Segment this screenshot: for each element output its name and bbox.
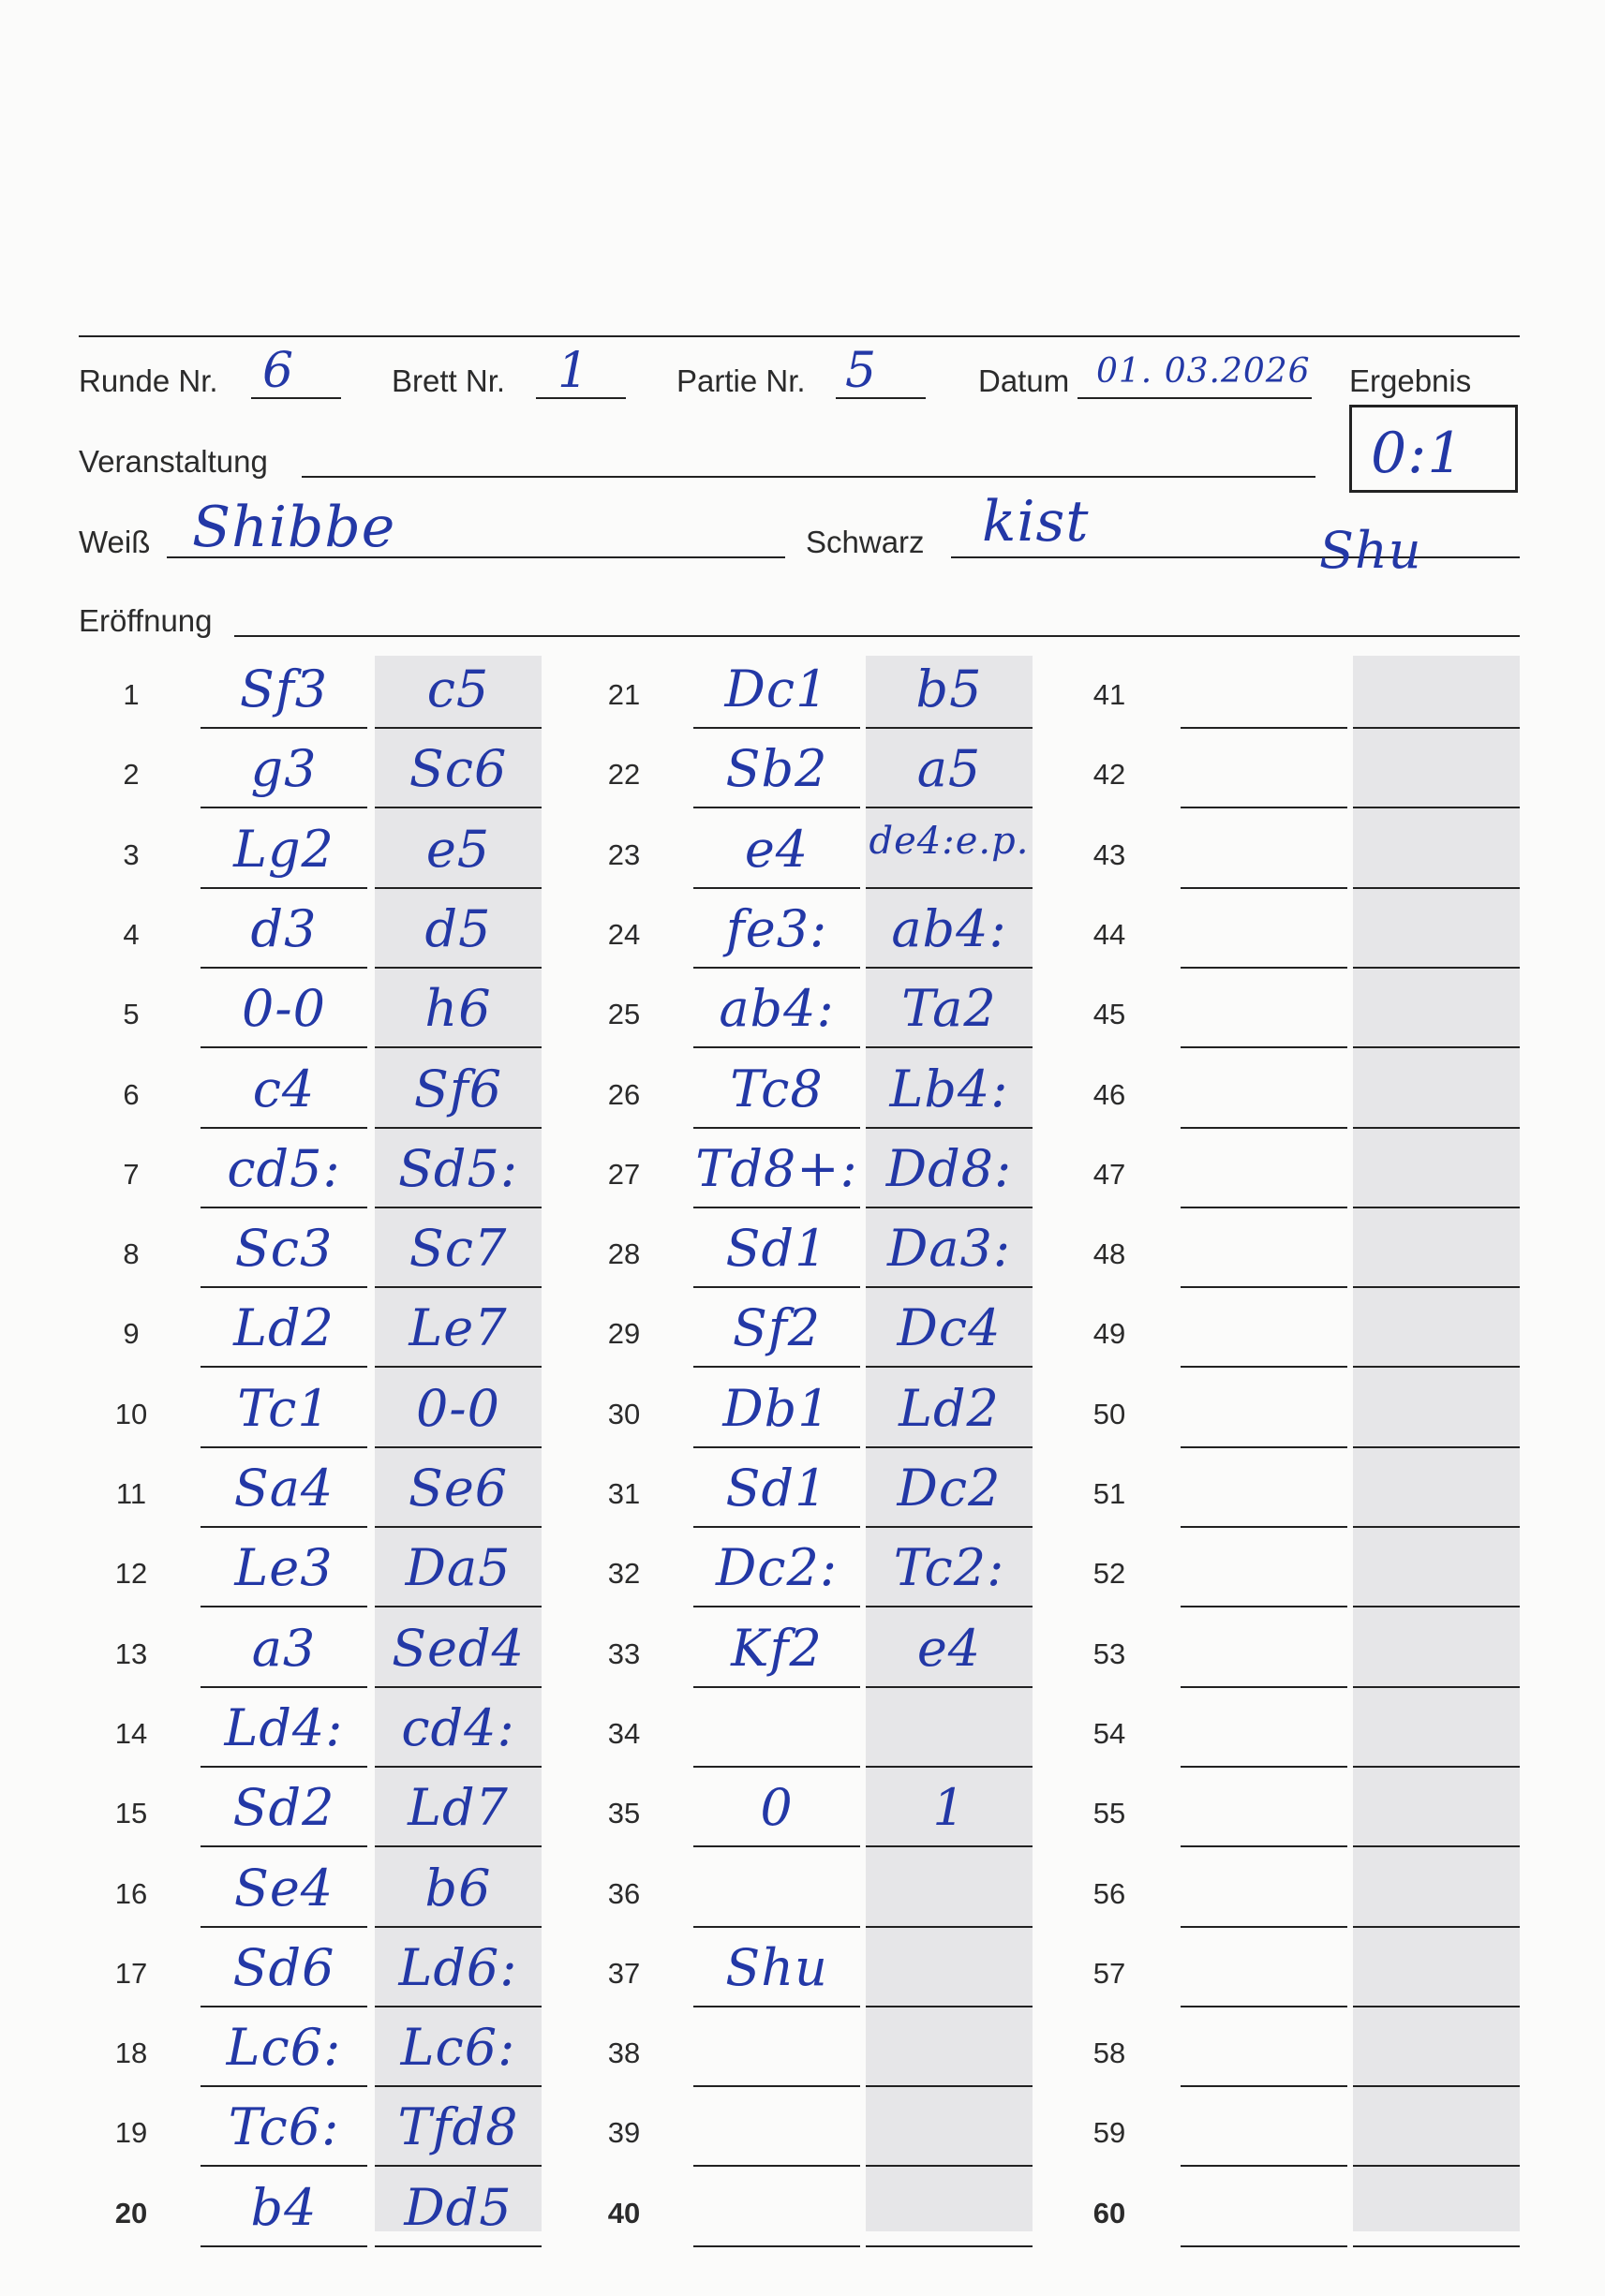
white-move-line <box>693 1926 860 1928</box>
white-move-line <box>1181 1766 1347 1768</box>
black-move-line <box>1353 887 1520 889</box>
move-number: 34 <box>607 1716 641 1750</box>
black-move: Dd5 <box>404 2177 513 2237</box>
move-number: 46 <box>1092 1077 1126 1111</box>
black-move-line <box>866 1526 1033 1528</box>
move-number: 57 <box>1092 1956 1126 1990</box>
black-move-line <box>375 1606 542 1607</box>
white-move: Td8+: <box>695 1138 858 1198</box>
move-number: 15 <box>114 1797 148 1830</box>
black-move-line <box>375 887 542 889</box>
black-move: b6 <box>424 1858 492 1918</box>
white-move: Tc8 <box>730 1059 824 1118</box>
black-move-line <box>1353 2006 1520 2007</box>
black-move-line <box>866 1766 1033 1768</box>
white-move-line <box>201 1286 367 1288</box>
black-move: Tc2: <box>893 1538 1005 1598</box>
white-move-line <box>1181 1286 1347 1288</box>
white-move: 0-0 <box>242 979 326 1039</box>
white-move-line <box>1181 1606 1347 1607</box>
white-move-line <box>1181 1446 1347 1448</box>
white-move-line <box>693 2085 860 2087</box>
move-number: 50 <box>1092 1397 1126 1430</box>
move-number: 47 <box>1092 1157 1126 1191</box>
white-move-line <box>693 1606 860 1607</box>
black-move-line <box>1353 1606 1520 1607</box>
black-value: kist <box>982 489 1090 555</box>
black-move-line <box>1353 1286 1520 1288</box>
white-move: Sb2 <box>725 739 828 799</box>
move-number: 52 <box>1092 1557 1126 1591</box>
white-move-line <box>1181 1207 1347 1208</box>
black-move-line <box>866 1606 1033 1607</box>
white-move: Sd2 <box>232 1778 335 1838</box>
board-label: Brett Nr. <box>392 363 506 398</box>
white-move: Db1 <box>722 1378 831 1438</box>
black-move-line <box>375 1446 542 1448</box>
move-number: 8 <box>123 1237 140 1271</box>
white-move-line <box>201 1127 367 1129</box>
white-move: Tc6: <box>228 2097 340 2157</box>
black-move: Sc7 <box>409 1219 508 1279</box>
white-move: Sa4 <box>233 1459 334 1518</box>
white-move: fe3: <box>725 898 828 958</box>
white-move-line <box>693 1046 860 1048</box>
black-move: Tfd8 <box>397 2097 519 2157</box>
white-move: Ld4: <box>224 1697 344 1757</box>
result-label: Ergebnis <box>1349 363 1472 398</box>
black-move: cd4: <box>401 1697 515 1757</box>
black-move-line <box>375 1286 542 1288</box>
white-move: ab4: <box>719 979 835 1039</box>
black-move: Ta2 <box>901 979 997 1039</box>
move-number: 54 <box>1092 1716 1126 1750</box>
black-move-line <box>1353 1207 1520 1208</box>
black-move: e4 <box>916 1618 982 1678</box>
move-number: 3 <box>123 837 140 871</box>
black-move: h6 <box>424 979 492 1039</box>
round-label: Runde Nr. <box>79 363 218 398</box>
white-move-line <box>201 1207 367 1208</box>
black-move: Da3: <box>886 1219 1012 1279</box>
move-number: 48 <box>1092 1237 1126 1271</box>
black-move: Sf6 <box>413 1059 503 1118</box>
event-label: Veranstaltung <box>79 444 268 479</box>
move-number: 19 <box>114 2116 148 2150</box>
move-number: 12 <box>114 1557 148 1591</box>
move-number: 32 <box>607 1557 641 1591</box>
move-number: 35 <box>607 1797 641 1830</box>
date-label: Datum <box>978 363 1070 398</box>
white-move-line <box>201 1926 367 1928</box>
black-move-line <box>1353 2165 1520 2167</box>
move-number: 39 <box>607 2116 641 2150</box>
white-move-line <box>1181 1046 1347 1048</box>
black-move: Sc6 <box>409 739 508 799</box>
black-move-line <box>375 2006 542 2007</box>
white-move-line <box>1181 1127 1347 1129</box>
white-move-line <box>693 1286 860 1288</box>
white-move-line <box>1181 887 1347 889</box>
black-column-shade-3 <box>1353 656 1520 2231</box>
black-move-line <box>866 1446 1033 1448</box>
white-move-line <box>201 887 367 889</box>
white-move: Sd1 <box>725 1219 828 1279</box>
white-move-line <box>693 1127 860 1129</box>
black-move-line <box>866 1845 1033 1847</box>
black-move-line <box>1353 1127 1520 1129</box>
white-move-line <box>201 1766 367 1768</box>
white-move: a3 <box>251 1618 317 1678</box>
move-number: 13 <box>114 1637 148 1670</box>
date-line <box>1077 397 1312 399</box>
move-number: 25 <box>607 998 641 1031</box>
white-move-line <box>693 887 860 889</box>
black-move: de4:e.p. <box>869 819 1030 863</box>
white-move-line <box>201 2245 367 2247</box>
white-move: c4 <box>252 1059 316 1118</box>
white-value: Shibbe <box>192 495 396 560</box>
black-move-line <box>866 2245 1033 2247</box>
white-move: Dc1 <box>724 659 829 718</box>
white-move-line <box>693 2245 860 2247</box>
white-move: Kf2 <box>731 1618 823 1678</box>
white-move-line <box>693 1366 860 1368</box>
black-label: Schwarz <box>806 525 925 559</box>
black-move-line <box>1353 1766 1520 1768</box>
black-move-line <box>375 1127 542 1129</box>
black-move-line <box>375 2245 542 2247</box>
black-move: 1 <box>932 1778 966 1838</box>
white-move-line <box>201 1046 367 1048</box>
black-move-line <box>866 2006 1033 2007</box>
white-move-line <box>1181 967 1347 969</box>
move-number: 56 <box>1092 1876 1126 1910</box>
white-move-line <box>693 1766 860 1768</box>
black-move-line <box>375 967 542 969</box>
black-move-line <box>866 1686 1033 1688</box>
white-move: 0 <box>760 1778 794 1838</box>
move-number: 37 <box>607 1956 641 1990</box>
black-move-line <box>866 887 1033 889</box>
white-move-line <box>693 2165 860 2167</box>
white-move-line <box>201 2006 367 2007</box>
white-move-line <box>201 727 367 729</box>
black-move-line <box>375 1526 542 1528</box>
white-move: Le3 <box>234 1538 334 1598</box>
move-number: 53 <box>1092 1637 1126 1670</box>
move-number: 16 <box>114 1876 148 1910</box>
game-value: 5 <box>845 343 878 399</box>
white-move-line <box>1181 2085 1347 2087</box>
move-number: 49 <box>1092 1317 1126 1351</box>
black-move-line <box>375 1366 542 1368</box>
move-number: 38 <box>607 2037 641 2070</box>
black-move-line <box>1353 1046 1520 1048</box>
black-move: Dc2 <box>897 1459 1002 1518</box>
black-move-line <box>375 1766 542 1768</box>
move-number: 41 <box>1092 678 1126 711</box>
black-move: 0-0 <box>416 1378 500 1438</box>
move-number: 22 <box>607 758 641 792</box>
black-move-line <box>866 1046 1033 1048</box>
black-move: e5 <box>425 819 491 879</box>
white-move-line <box>1181 2245 1347 2247</box>
move-number: 4 <box>123 917 140 951</box>
black-move: d5 <box>424 898 492 958</box>
move-number: 29 <box>607 1317 641 1351</box>
black-move: ab4: <box>891 898 1007 958</box>
move-number: 1 <box>123 678 140 711</box>
opening-label: Eröffnung <box>79 603 213 638</box>
black-column-shade-2 <box>866 656 1033 2231</box>
white-move-line <box>693 1686 860 1688</box>
black-move-line <box>866 1926 1033 1928</box>
black-move-line <box>375 2085 542 2087</box>
black-move-line <box>866 2085 1033 2087</box>
move-number: 10 <box>114 1397 148 1430</box>
white-move: g3 <box>250 739 318 799</box>
white-move: Dc2: <box>715 1538 839 1598</box>
white-move-line <box>693 2006 860 2007</box>
white-move: Lc6: <box>226 2018 342 2078</box>
move-number: 20 <box>114 2196 148 2229</box>
white-move-line <box>1181 1366 1347 1368</box>
white-move-line <box>1181 727 1347 729</box>
white-move-line <box>1181 1526 1347 1528</box>
black-move-line <box>1353 2085 1520 2087</box>
black-move-line <box>866 727 1033 729</box>
black-move: Ld2 <box>899 1378 1000 1438</box>
white-move: Ld2 <box>233 1298 334 1358</box>
white-move-line <box>1181 1845 1347 1847</box>
move-number: 24 <box>607 917 641 951</box>
game-label: Partie Nr. <box>676 363 806 398</box>
date-value: 01. 03.2026 <box>1096 352 1311 391</box>
white-move: Sd6 <box>232 1937 335 1997</box>
black-move-line <box>1353 1446 1520 1448</box>
move-number: 27 <box>607 1157 641 1191</box>
black-move-line <box>1353 1366 1520 1368</box>
white-move-line <box>201 1526 367 1528</box>
white-move: Sc3 <box>234 1219 334 1279</box>
black-move-line <box>375 727 542 729</box>
black-move: Le7 <box>409 1298 508 1358</box>
signature: Shu <box>1319 521 1422 580</box>
white-move-line <box>1181 807 1347 808</box>
white-move-line <box>201 1446 367 1448</box>
white-move-line <box>201 1606 367 1607</box>
black-move-line <box>375 1845 542 1847</box>
black-move-line <box>866 967 1033 969</box>
black-move-line <box>375 807 542 808</box>
black-move: Se6 <box>408 1459 509 1518</box>
white-move-line <box>1181 1926 1347 1928</box>
move-number: 45 <box>1092 998 1126 1031</box>
event-line <box>302 476 1315 478</box>
white-move-line <box>201 1366 367 1368</box>
white-move-line <box>1181 2006 1347 2007</box>
black-move: b5 <box>915 659 983 718</box>
move-number: 18 <box>114 2037 148 2070</box>
black-move: Dc4 <box>897 1298 1002 1358</box>
white-move-line <box>693 1446 860 1448</box>
black-move: Ld7 <box>408 1778 509 1838</box>
white-move: e4 <box>744 819 810 879</box>
black-move: Sed4 <box>392 1618 525 1678</box>
black-move-line <box>1353 1845 1520 1847</box>
white-move: d3 <box>250 898 318 958</box>
white-move-line <box>201 2085 367 2087</box>
black-move-line <box>1353 727 1520 729</box>
black-move: a5 <box>916 739 982 799</box>
move-number: 36 <box>607 1876 641 1910</box>
white-move-line <box>693 1207 860 1208</box>
black-move-line <box>375 1926 542 1928</box>
top-rule <box>79 335 1520 337</box>
opening-line <box>234 635 1520 637</box>
black-move-line <box>375 1686 542 1688</box>
white-move: b4 <box>250 2177 318 2237</box>
move-number: 40 <box>607 2196 641 2229</box>
move-number: 58 <box>1092 2037 1126 2070</box>
move-number: 7 <box>123 1157 140 1191</box>
white-move-line <box>693 1845 860 1847</box>
black-move-line <box>866 807 1033 808</box>
move-number: 42 <box>1092 758 1126 792</box>
white-move-line <box>201 1686 367 1688</box>
black-move-line <box>866 2165 1033 2167</box>
move-number: 2 <box>123 758 140 792</box>
white-move: Se4 <box>233 1858 334 1918</box>
move-number: 9 <box>123 1317 140 1351</box>
move-number: 59 <box>1092 2116 1126 2150</box>
white-move-line <box>201 2165 367 2167</box>
white-move-line <box>1181 2165 1347 2167</box>
result-value: 0:1 <box>1371 421 1464 486</box>
black-move-line <box>375 1046 542 1048</box>
white-move: Lg2 <box>233 819 334 879</box>
white-move-line <box>1181 1686 1347 1688</box>
black-move-line <box>866 1207 1033 1208</box>
move-number: 14 <box>114 1716 148 1750</box>
black-move: Dd8: <box>885 1138 1013 1198</box>
white-move: Shu <box>725 1937 828 1997</box>
black-move: Da5 <box>405 1538 512 1598</box>
black-move: Lc6: <box>400 2018 516 2078</box>
black-move-line <box>1353 1526 1520 1528</box>
black-move-line <box>375 1207 542 1208</box>
white-move-line <box>693 807 860 808</box>
black-move-line <box>375 2165 542 2167</box>
white-move-line <box>693 727 860 729</box>
black-move: c5 <box>426 659 490 718</box>
white-move-line <box>201 807 367 808</box>
move-number: 33 <box>607 1637 641 1670</box>
white-move: Sf2 <box>732 1298 822 1358</box>
white-move: Tc1 <box>237 1378 331 1438</box>
move-number: 26 <box>607 1077 641 1111</box>
black-move-line <box>1353 2245 1520 2247</box>
move-number: 28 <box>607 1237 641 1271</box>
black-move: Lb4: <box>889 1059 1009 1118</box>
move-number: 51 <box>1092 1477 1126 1510</box>
black-move: Sd5: <box>397 1138 519 1198</box>
white-move: Sf3 <box>239 659 329 718</box>
move-number: 6 <box>123 1077 140 1111</box>
black-move-line <box>866 1286 1033 1288</box>
move-number: 55 <box>1092 1797 1126 1830</box>
black-move-line <box>1353 967 1520 969</box>
move-number: 21 <box>607 678 641 711</box>
white-move: Sd1 <box>725 1459 828 1518</box>
black-line <box>951 556 1520 558</box>
black-move-line <box>1353 807 1520 808</box>
round-value: 6 <box>262 343 295 399</box>
black-move-line <box>866 1366 1033 1368</box>
white-move-line <box>201 1845 367 1847</box>
black-move-line <box>1353 1686 1520 1688</box>
move-number: 60 <box>1092 2196 1126 2229</box>
move-number: 44 <box>1092 917 1126 951</box>
white-move-line <box>693 967 860 969</box>
white-label: Weiß <box>79 525 151 559</box>
move-number: 5 <box>123 998 140 1031</box>
board-value: 1 <box>557 343 590 399</box>
result-box <box>1349 405 1518 493</box>
move-number: 17 <box>114 1956 148 1990</box>
white-move-line <box>201 967 367 969</box>
move-number: 11 <box>115 1477 147 1510</box>
move-number: 30 <box>607 1397 641 1430</box>
white-move: cd5: <box>227 1138 341 1198</box>
black-move: Ld6: <box>398 1937 518 1997</box>
move-number: 23 <box>607 837 641 871</box>
move-number: 43 <box>1092 837 1126 871</box>
move-number: 31 <box>607 1477 641 1510</box>
black-move-line <box>1353 1926 1520 1928</box>
black-move-line <box>866 1127 1033 1129</box>
white-move-line <box>693 1526 860 1528</box>
